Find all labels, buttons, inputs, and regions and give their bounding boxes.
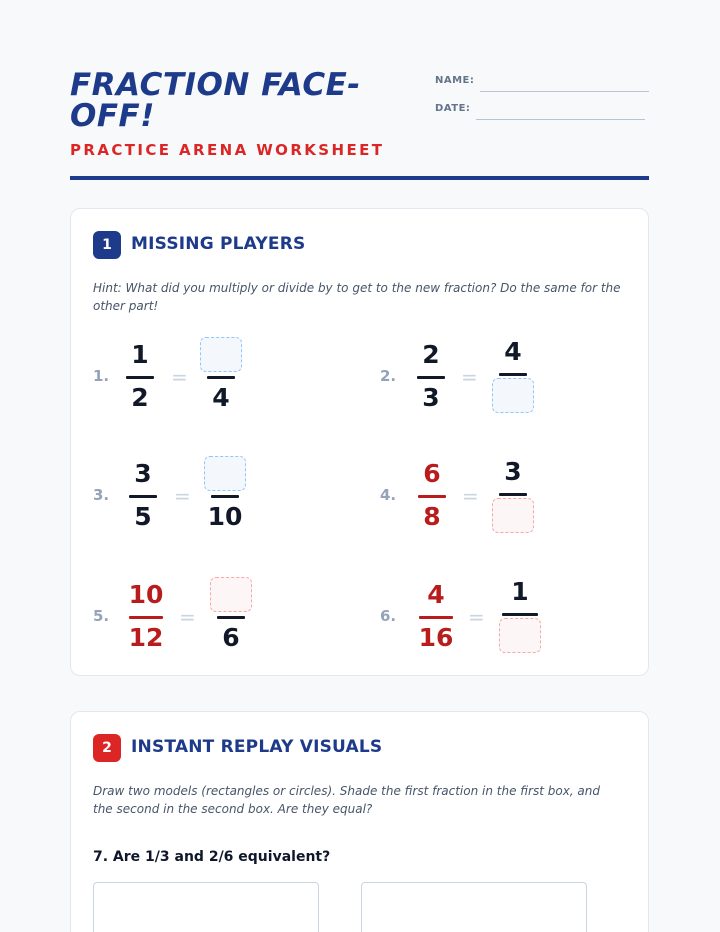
fraction-bar [417, 376, 445, 379]
equals-sign: = [462, 484, 479, 508]
numerator: 1 [511, 577, 529, 606]
numerator: 3 [134, 459, 152, 488]
name-field[interactable] [480, 91, 649, 92]
drawing-box-first[interactable] [93, 882, 319, 932]
fraction-bar [499, 493, 527, 496]
problem-number: 6. [380, 607, 397, 625]
header-divider [70, 176, 649, 180]
denominator: 10 [207, 502, 243, 531]
question-7: 7. Are 1/3 and 2/6 equivalent? [93, 849, 331, 865]
denominator: 2 [131, 383, 149, 412]
name-label: NAME: [435, 75, 475, 86]
denominator: 3 [422, 383, 440, 412]
numerator-answer-blank[interactable] [200, 337, 242, 372]
numerator: 3 [504, 457, 522, 486]
fraction-bar [211, 495, 239, 498]
drawing-box-second[interactable] [361, 882, 587, 932]
denominator: 5 [134, 502, 152, 531]
denominator: 8 [423, 502, 441, 531]
problem-number: 3. [93, 486, 110, 504]
equals-sign: = [468, 605, 485, 629]
problem-number: 4. [380, 486, 397, 504]
fraction-bar [207, 376, 235, 379]
fraction-bar [502, 613, 538, 616]
denominator: 6 [222, 623, 240, 652]
fraction-bar [418, 495, 446, 498]
section-number-badge: 2 [93, 734, 121, 762]
denominator: 12 [128, 623, 164, 652]
worksheet-title: FRACTION FACE-OFF! [70, 67, 361, 134]
section-hint: Hint: What did you multiply or divide by to get to the new fraction? Do the same for the other part! [93, 281, 621, 313]
equals-sign: = [179, 605, 196, 629]
numerator: 1 [131, 340, 149, 369]
fraction-bar [217, 616, 245, 619]
problem-number: 1. [93, 367, 110, 385]
numerator-answer-blank[interactable] [210, 577, 252, 612]
section-missing-players [70, 208, 649, 676]
section-instant-replay [70, 711, 649, 932]
fraction-bar [126, 376, 154, 379]
numerator-answer-blank[interactable] [204, 456, 246, 491]
denominator-answer-blank[interactable] [492, 498, 534, 533]
problem-number: 2. [380, 367, 397, 385]
denominator: 16 [418, 623, 454, 652]
worksheet-subtitle: PRACTICE ARENA WORKSHEET [70, 141, 385, 159]
fraction-bar [129, 495, 157, 498]
fraction-bar [129, 616, 163, 619]
numerator: 4 [427, 580, 445, 609]
fraction-bar [419, 616, 453, 619]
problem-number: 5. [93, 607, 110, 625]
date-field[interactable] [476, 119, 645, 120]
equals-sign: = [461, 365, 478, 389]
denominator: 4 [212, 383, 230, 412]
denominator-answer-blank[interactable] [492, 378, 534, 413]
fraction-bar [499, 373, 527, 376]
numerator: 2 [422, 340, 440, 369]
denominator-answer-blank[interactable] [499, 618, 541, 653]
section-title: INSTANT REPLAY VISUALS [131, 737, 383, 757]
section-title: MISSING PLAYERS [131, 234, 306, 254]
numerator: 4 [504, 337, 522, 366]
equals-sign: = [174, 484, 191, 508]
section-number-badge: 1 [93, 231, 121, 259]
numerator: 6 [423, 459, 441, 488]
equals-sign: = [171, 365, 188, 389]
section-hint: Draw two models (rectangles or circles). Shade the first fraction in the first box, and the second in the second box. Are they equal? [93, 784, 601, 816]
numerator: 10 [128, 580, 164, 609]
date-label: DATE: [435, 103, 471, 114]
